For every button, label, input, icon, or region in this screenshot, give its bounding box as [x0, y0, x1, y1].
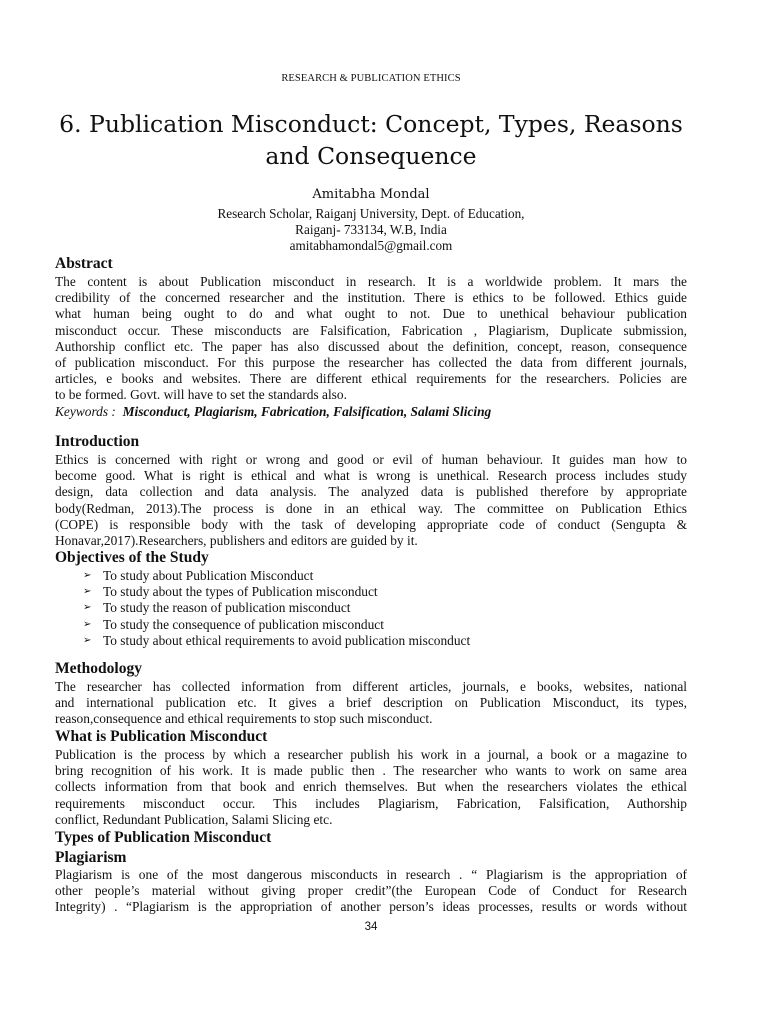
what-is-line: conflict, Redundant Publication, Salami Slicing etc. — [55, 811, 333, 827]
keywords — [55, 404, 491, 420]
introduction-line: design, data collection and data analysis. The analyzed data is published therefore by appropriate — [55, 484, 687, 500]
methodology-line: The researcher has collected information from different articles, journals, e books, websites, national — [55, 679, 687, 694]
introduction-line: Honavar,2017).Researchers, publishers and editors are guided by it. — [55, 533, 418, 549]
objectives-heading: Objectives of the Study — [55, 549, 209, 566]
arrow-bullet-icon: ➢ — [83, 570, 92, 581]
abstract-line: what human being ought to do and what ought to not. Due to unethical behaviour publication — [55, 306, 687, 322]
arrow-bullet-icon: ➢ — [83, 618, 92, 630]
introduction-line: (COPE) is responsible body with the task of developing appropriate code of conduct (Sengupta & — [55, 516, 687, 532]
abstract-line: credibility of the concerned researcher and the institution. There is ethics to be followed. Ethics guide — [55, 290, 687, 306]
plagiarism-heading: Plagiarism — [55, 849, 127, 866]
list-item: ➢ To study about Publication Misconduct — [83, 568, 314, 583]
abstract-heading: Abstract — [55, 255, 113, 272]
plagiarism-line: other people’s material without giving proper credit”(the European Code of Conduct for Research — [55, 883, 687, 899]
paper-title — [55, 108, 687, 172]
keywords-label: Keywords : — [55, 404, 116, 419]
author-affiliation: Research Scholar, Raiganj University, Dept. of Education, — [217, 206, 525, 221]
introduction-heading: Introduction — [55, 433, 140, 450]
author-name: Amitabha Mondal — [312, 187, 430, 202]
author-address: Raiganj- 733134, W.B, India — [295, 222, 447, 237]
what-is-body — [55, 747, 687, 828]
author-email: amitabhamondal5@gmail.com — [289, 238, 453, 253]
introduction-line: body(Redman, 2013).The process is done in an ethical way. The committee on Publication Ethics — [55, 500, 687, 516]
list-item: ➢ To study the consequence of publication misconduct — [83, 616, 384, 632]
introduction-line: become good. What is right is ethical and what is wrong is unethical. Research process includes study — [55, 468, 687, 484]
title-line-2: and Consequence — [265, 142, 477, 170]
arrow-bullet-icon: ➢ — [83, 602, 92, 614]
abstract-line: The content is about Publication misconduct in research. It is a worldwide problem. It mars the — [55, 274, 687, 289]
arrow-bullet-icon: ➢ — [83, 634, 92, 646]
abstract-line: misconduct occur. These misconducts are Falsification, Fabrication , Plagiarism, Duplicate submission, — [55, 322, 687, 338]
arrow-bullet-icon: ➢ — [83, 586, 92, 598]
keywords-list: Misconduct, Plagiarism, Fabrication, Falsification, Salami Slicing — [122, 404, 492, 419]
methodology-heading: Methodology — [55, 660, 142, 677]
objectives-list — [83, 568, 470, 649]
title-line-1: 6. Publication Misconduct: Concept, Types, Reasons — [59, 110, 683, 138]
abstract-line: of publication misconduct. For this purpose the researcher has collected the data from different journals, — [55, 355, 687, 371]
abstract-line: to be formed. Govt. will have to set the standards also. — [55, 387, 347, 403]
methodology-line: and international publication etc. It gives a brief description on Publication Misconduct, its types, — [55, 695, 687, 711]
page-number: 34 — [364, 921, 378, 933]
plagiarism-body — [55, 867, 687, 916]
abstract-line: articles, e books and websites. There are different ethical requirements for the researchers. Policies are — [55, 371, 687, 387]
what-is-line: collects information from that book and enrich themselves. But when the researchers violates the ethical — [55, 779, 687, 795]
methodology-line: reason,consequence and ethical requirements to stop such misconduct. — [55, 711, 433, 727]
types-heading: Types of Publication Misconduct — [55, 829, 272, 846]
introduction-line: Ethics is concerned with right or wrong and good or evil of human behaviour. It guides man how to — [55, 452, 687, 467]
what-is-line: bring recognition of his work. It is made public then . The researcher who wants to work on same area — [55, 763, 687, 779]
what-is-line: Publication is the process by which a researcher publish his work in a journal, a book or a magazine to — [55, 747, 687, 762]
plagiarism-line: Plagiarism is one of the most dangerous misconducts in research . “ Plagiarism is the appropriation of — [55, 867, 687, 882]
plagiarism-line: Integrity) . “Plagiarism is the appropriation of another person’s ideas processes, results or words without — [55, 899, 687, 915]
abstract-body — [55, 274, 687, 404]
methodology-body — [55, 679, 687, 728]
what-is-line: requirements misconduct occur. This includes Plagiarism, Fabrication, Falsification, Authorship — [55, 795, 687, 811]
abstract-line: Authorship conflict etc. The paper has also discussed about the definition, concept, reason, consequence — [55, 338, 687, 354]
list-item: ➢ To study about the types of Publication misconduct — [83, 584, 378, 600]
list-item: ➢ To study about ethical requirements to avoid publication misconduct — [83, 632, 471, 648]
running-head: RESEARCH & PUBLICATION ETHICS — [281, 73, 461, 84]
list-item: ➢ To study the reason of publication misconduct — [83, 600, 351, 616]
introduction-body — [55, 452, 687, 549]
what-is-heading: What is Publication Misconduct — [55, 728, 268, 745]
